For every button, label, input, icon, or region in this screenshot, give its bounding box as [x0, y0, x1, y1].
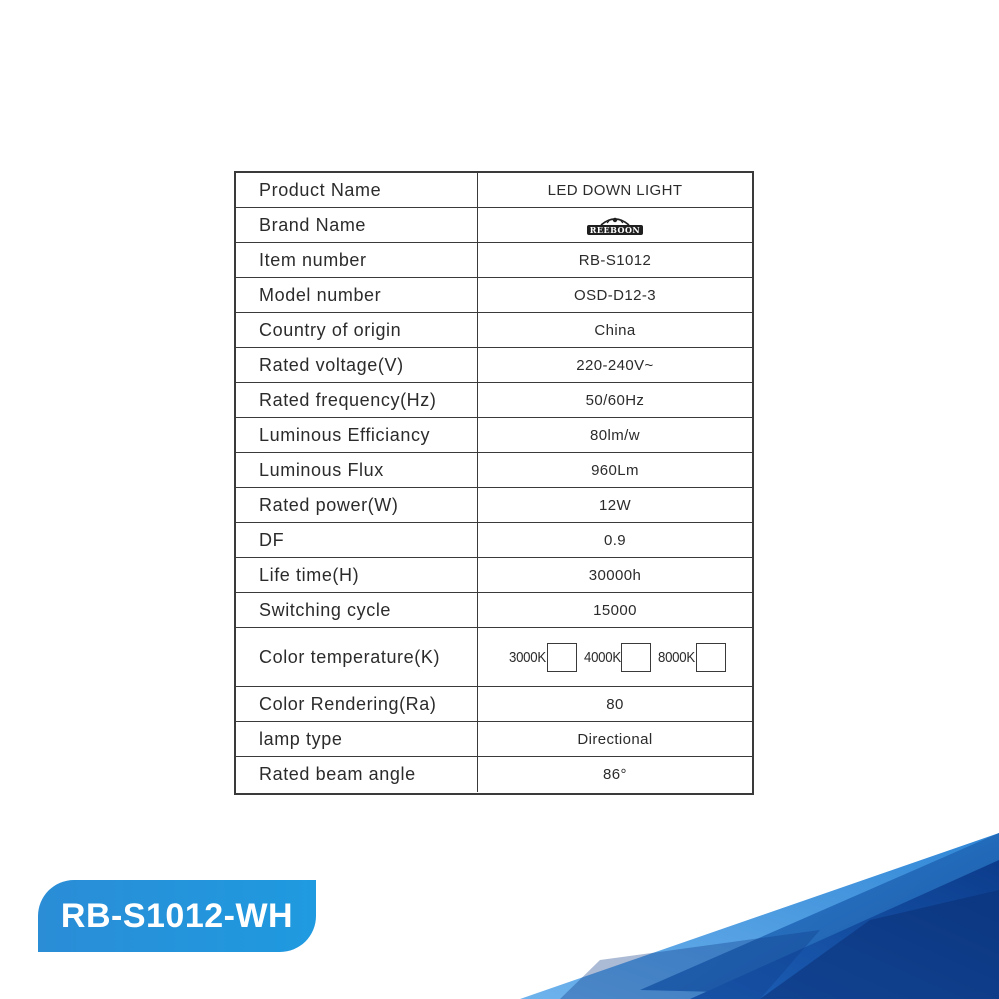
spec-value: 86°	[603, 766, 627, 783]
spec-label: Rated power(W)	[236, 488, 478, 522]
brand-name-text: REEBOON	[587, 225, 644, 235]
brand-logo	[587, 216, 644, 235]
table-row	[236, 558, 752, 593]
color-temp-checkbox[interactable]	[547, 643, 577, 672]
product-code-badge	[38, 880, 316, 952]
spec-value: LED DOWN LIGHT	[547, 181, 683, 199]
product-code-text: RB-S1012-WH	[60, 896, 294, 935]
table-row	[236, 628, 752, 687]
spec-value: 12W	[598, 496, 632, 514]
spec-label: lamp type	[236, 722, 478, 756]
table-row	[236, 313, 752, 348]
spec-value: 960Lm	[591, 461, 639, 479]
table-row	[236, 418, 752, 453]
table-row	[236, 208, 752, 243]
spec-value: Directional	[577, 730, 653, 748]
table-row	[236, 722, 752, 757]
spec-value: China	[594, 321, 636, 339]
spec-label: Rated voltage(V)	[236, 348, 478, 382]
spec-value: 50/60Hz	[585, 391, 645, 409]
table-row	[236, 593, 752, 628]
spec-value	[478, 208, 752, 242]
table-row	[236, 278, 752, 313]
spec-value: 0.9	[603, 531, 627, 549]
spec-value: 220-240V~	[576, 356, 654, 374]
spec-value: OSD-D12-3	[574, 286, 656, 304]
spec-label: Life time(H)	[236, 558, 478, 592]
spec-label: Brand Name	[236, 208, 478, 242]
spec-label: Rated beam angle	[236, 757, 478, 792]
table-row	[236, 757, 752, 792]
spec-value: RB-S1012	[578, 251, 652, 269]
table-row	[236, 173, 752, 208]
table-row	[236, 348, 752, 383]
table-row	[236, 523, 752, 558]
spec-value: 80lm/w	[590, 426, 640, 444]
table-row	[236, 687, 752, 722]
spec-value	[478, 628, 752, 686]
table-row	[236, 383, 752, 418]
spec-label: Item number	[236, 243, 478, 277]
specification-table	[234, 171, 754, 795]
color-temp-label: 3000K	[508, 648, 546, 666]
spec-label: Rated frequency(Hz)	[236, 383, 478, 417]
spec-label: DF	[236, 523, 478, 557]
table-row	[236, 488, 752, 523]
color-temp-option-3000k[interactable]	[504, 643, 577, 672]
spec-label: Luminous Flux	[236, 453, 478, 487]
color-temp-option-4000k[interactable]	[579, 643, 652, 672]
spec-label: Luminous Efficiancy	[236, 418, 478, 452]
table-row	[236, 453, 752, 488]
spec-label: Model number	[236, 278, 478, 312]
color-temp-label: 4000K	[583, 648, 621, 666]
spec-label: Country of origin	[236, 313, 478, 347]
color-temp-label: 8000K	[658, 648, 696, 666]
spec-label: Color temperature(K)	[236, 628, 478, 686]
spec-value: 80	[606, 695, 624, 713]
color-temp-checkbox[interactable]	[621, 643, 651, 672]
color-temperature-options	[478, 643, 752, 672]
color-temp-option-8000k[interactable]	[653, 643, 726, 672]
spec-label: Color Rendering(Ra)	[236, 687, 478, 721]
spec-label: Product Name	[236, 173, 478, 207]
table-row	[236, 243, 752, 278]
color-temp-checkbox[interactable]	[696, 643, 726, 672]
spec-value: 30000h	[588, 566, 642, 584]
spec-value: 15000	[593, 601, 637, 619]
spec-label: Switching cycle	[236, 593, 478, 627]
